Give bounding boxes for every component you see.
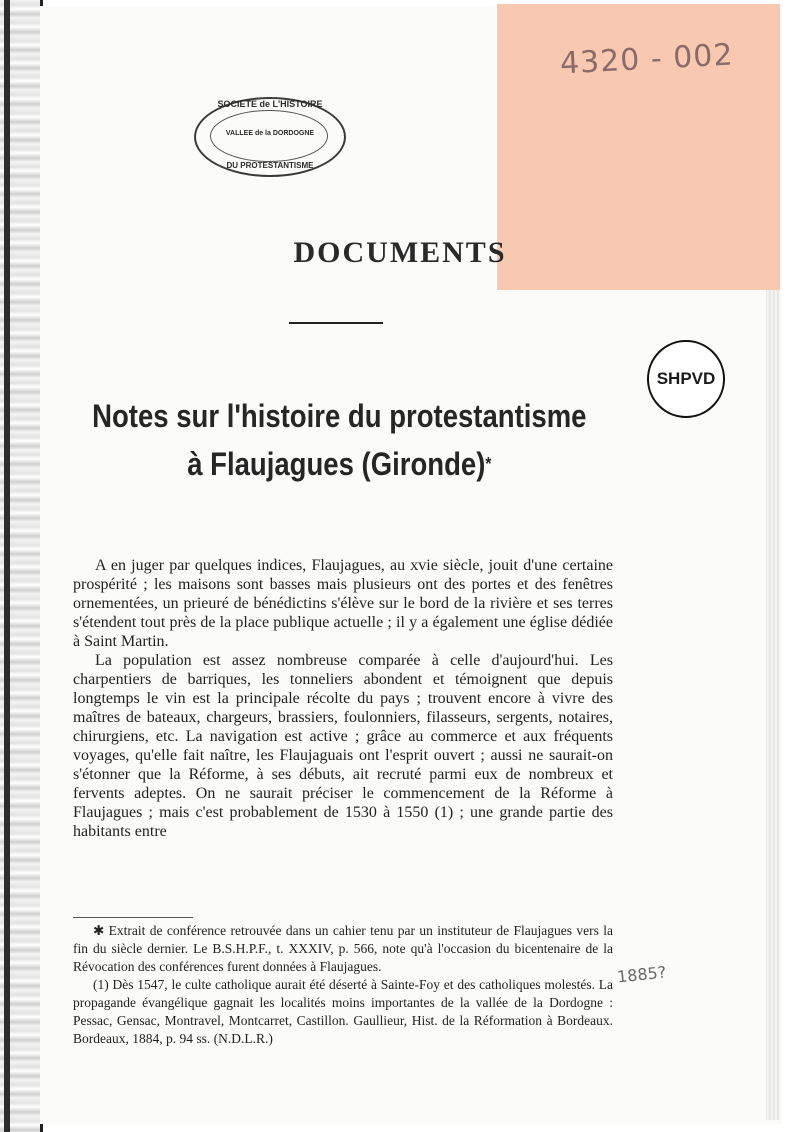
footnote-1: (1) Dès 1547, le culte catholique aurait été déserté à Sainte-Foy et des catholiques molestés. La propagande évangélique gagnait les localités moins importantes de la vallée de la Dordogne : Pessac, Gensac, Montravel, Montcarret, Castillon. Gaullieur, Hist. de la Réformation à Bordeaux. Bordeaux, 1884, p. 94 ss. (N.D.L.R.) (73, 977, 613, 1046)
reference-number: 4320 - 002 (559, 37, 735, 82)
footnote-rule (73, 917, 193, 918)
page-edge-shadow (766, 290, 780, 1120)
title-line-2: à Flaujagues (Gironde) (187, 446, 486, 482)
section-heading: DOCUMENTS (293, 236, 507, 269)
heading-rule (289, 322, 383, 324)
article-title (47, 392, 632, 488)
title-footnote-marker: * (485, 454, 492, 474)
paragraph-2: La population est assez nombreuse comparée à celle d'aujourd'hui. Les charpentiers de barriques, les tonneliers abondent et témoignent que depuis longtemps le vin est la principale récolte du pays ; trouvent encore à vivre des maîtres de bateaux, chargeurs, brassiers, foulonniers, filasseurs, sergents, notaires, chirurgiens, etc. La navigation est active ; grâce au commerce et aux fréquents voyages, qu'elle fait naître, les Flaujaguais ont l'esprit ouvert ; aussi ne saurait-on s'étonner que la Réforme, à ses débuts, ait recruté parmi eux de nombreux et fervents adeptes. On ne saurait préciser le commencement de la Réforme à Flaujagues ; mais c'est probablement de 1530 à 1550 (1) ; une grande partie des habitants entre (73, 652, 613, 840)
shpvd-badge: SHPVD (647, 340, 725, 418)
spiral-binding (0, 0, 43, 1132)
society-stamp (194, 97, 346, 177)
footnotes (73, 922, 613, 1048)
stamp-top-text: SOCIETE de L'HISTOIRE (217, 99, 323, 109)
stamp-bottom-text: DU PROTESTANTISME (226, 161, 314, 170)
footnote-star: ✱ Extrait de conférence retrouvée dans un cahier tenu par un instituteur de Flaujagues vers la fin du siècle dernier. Le B.S.H.P.F., t. XXXIV, p. 566, note qu'à l'occasion du bicentenaire de la Révocation des conférences furent données à Flaujagues. (73, 923, 613, 974)
stamp-middle-text: VALLEE de la DORDOGNE (225, 130, 315, 137)
handwritten-year: 1885? (616, 962, 668, 987)
paragraph-1: A en juger par quelques indices, Flaujagues, au xvie siècle, jouit d'une certaine prospérité ; les maisons sont basses mais plusieurs ont des portes et des fenêtres ornementées, un prieuré de bénédictins s'élève sur le bord de la rivière et ses terres s'étendent tout près de la place publique actuelle ; il y a également une église dédiée à Saint Martin. (73, 557, 613, 650)
article-body (73, 556, 613, 841)
title-line-1: Notes sur l'histoire du protestantisme (92, 398, 587, 434)
